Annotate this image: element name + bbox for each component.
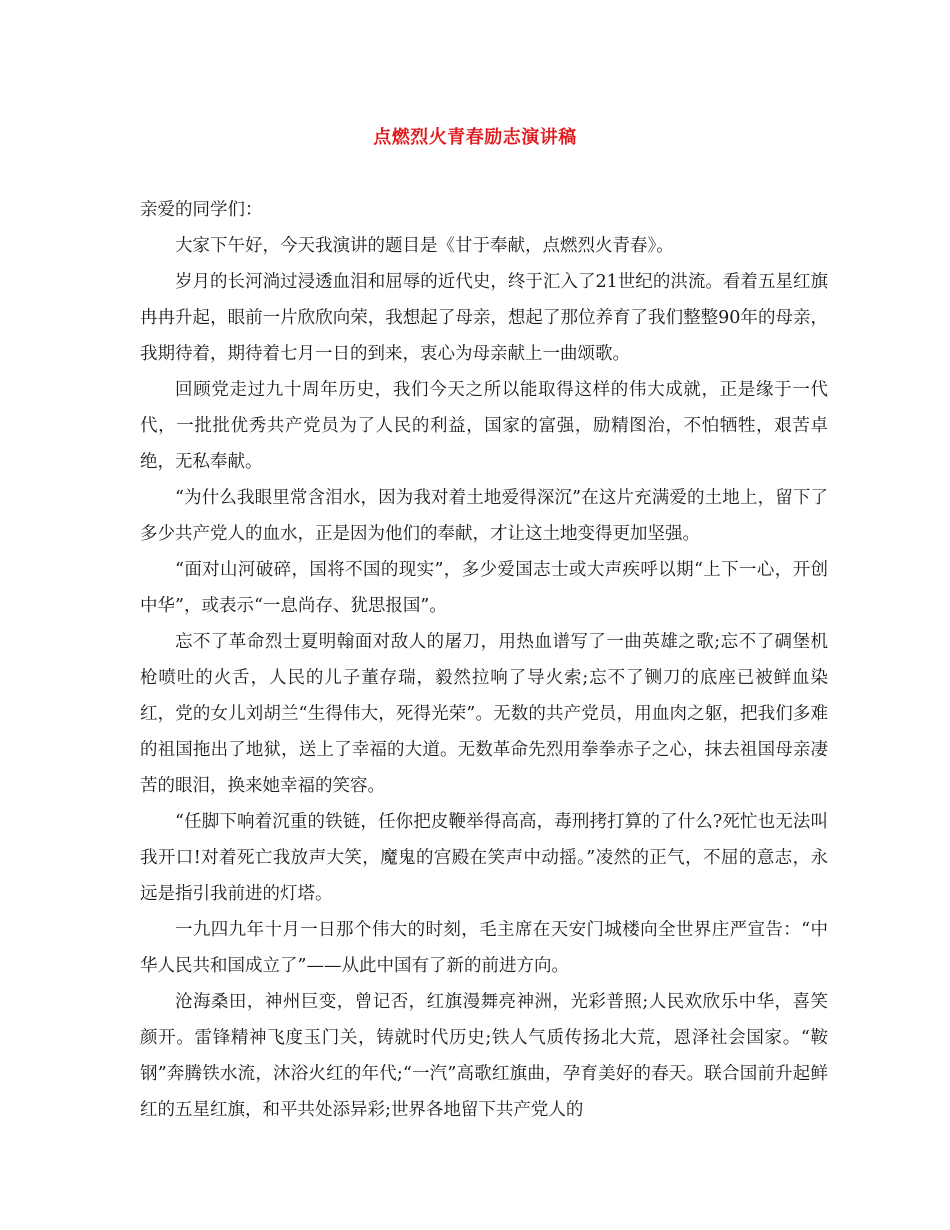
paragraph: “任脚下响着沉重的铁链，任你把皮鞭举得高高，毒刑拷打算的了什么?死忙也无法叫我开口!对着死亡我放声大笑，魔鬼的宫殿在笑声中动摇。”凌然的正气，不屈的意志，永远是指引我前进的灯塔。 xyxy=(140,812,828,904)
paragraph: 一九四九年十月一日那个伟大的时刻，毛主席在天安门城楼向全世界庄严宣告：“中华人民共和国成立了”——从此中国有了新的前进方向。 xyxy=(140,920,828,976)
paragraph: 忘不了革命烈士夏明翰面对敌人的屠刀，用热血谱写了一曲英雄之歌;忘不了碉堡机枪喷吐的火舌，人民的儿子董存瑞，毅然拉响了导火索;忘不了铡刀的底座已被鲜血染红，党的女儿刘胡兰“生得伟大，死得光荣”。无数的共产党员，用血肉之躯，把我们多难的祖国拖出了地狱，送上了幸福的大道。无数革命先烈用拳拳赤子之心，抹去祖国母亲凄苦的眼泪，换来她幸福的笑容。 xyxy=(140,632,828,796)
document-title: 点燃烈火青春励志演讲稿 xyxy=(373,127,577,148)
paragraph: 岁月的长河淌过浸透血泪和屈辱的近代史，终于汇入了21世纪的洪流。看着五星红旗冉冉升起，眼前一片欣欣向荣，我想起了母亲，想起了那位养育了我们整整90年的母亲，我期待着，期待着七月一日的到来，衷心为母亲献上一曲颂歌。 xyxy=(140,272,828,364)
paragraph: “为什么我眼里常含泪水，因为我对着土地爱得深沉”在这片充满爱的土地上，留下了多少共产党人的血水，正是因为他们的奉献，才让这土地变得更加坚强。 xyxy=(140,488,828,544)
paragraph: 沧海桑田，神州巨变，曾记否，红旗漫舞亮神洲，光彩普照;人民欢欣乐中华，喜笑颜开。雷锋精神飞度玉门关，铸就时代历史;铁人气质传扬北大荒，恩泽社会国家。“鞍钢”奔腾铁水流，沐浴火红的年代;“一汽”高歌红旗曲，孕育美好的春天。联合国前升起鲜红的五星红旗，和平共处添异彩;世界各地留下共产党人的 xyxy=(140,992,828,1120)
paragraph: 回顾党走过九十周年历史，我们今天之所以能取得这样的伟大成就，正是缘于一代代，一批批优秀共产党员为了人民的利益，国家的富强，励精图治，不怕牺牲，艰苦卓绝，无私奉献。 xyxy=(140,380,828,472)
greeting-line: 亲爱的同学们： xyxy=(140,200,263,220)
document-body xyxy=(140,192,828,1128)
paragraph: 大家下午好，今天我演讲的题目是《甘于奉献，点燃烈火青春》。 xyxy=(175,236,674,256)
paragraph: “面对山河破碎，国将不国的现实”，多少爱国志士或大声疾呼以期“上下一心，开创中华”，或表示“一息尚存、犹思报国”。 xyxy=(140,560,828,616)
